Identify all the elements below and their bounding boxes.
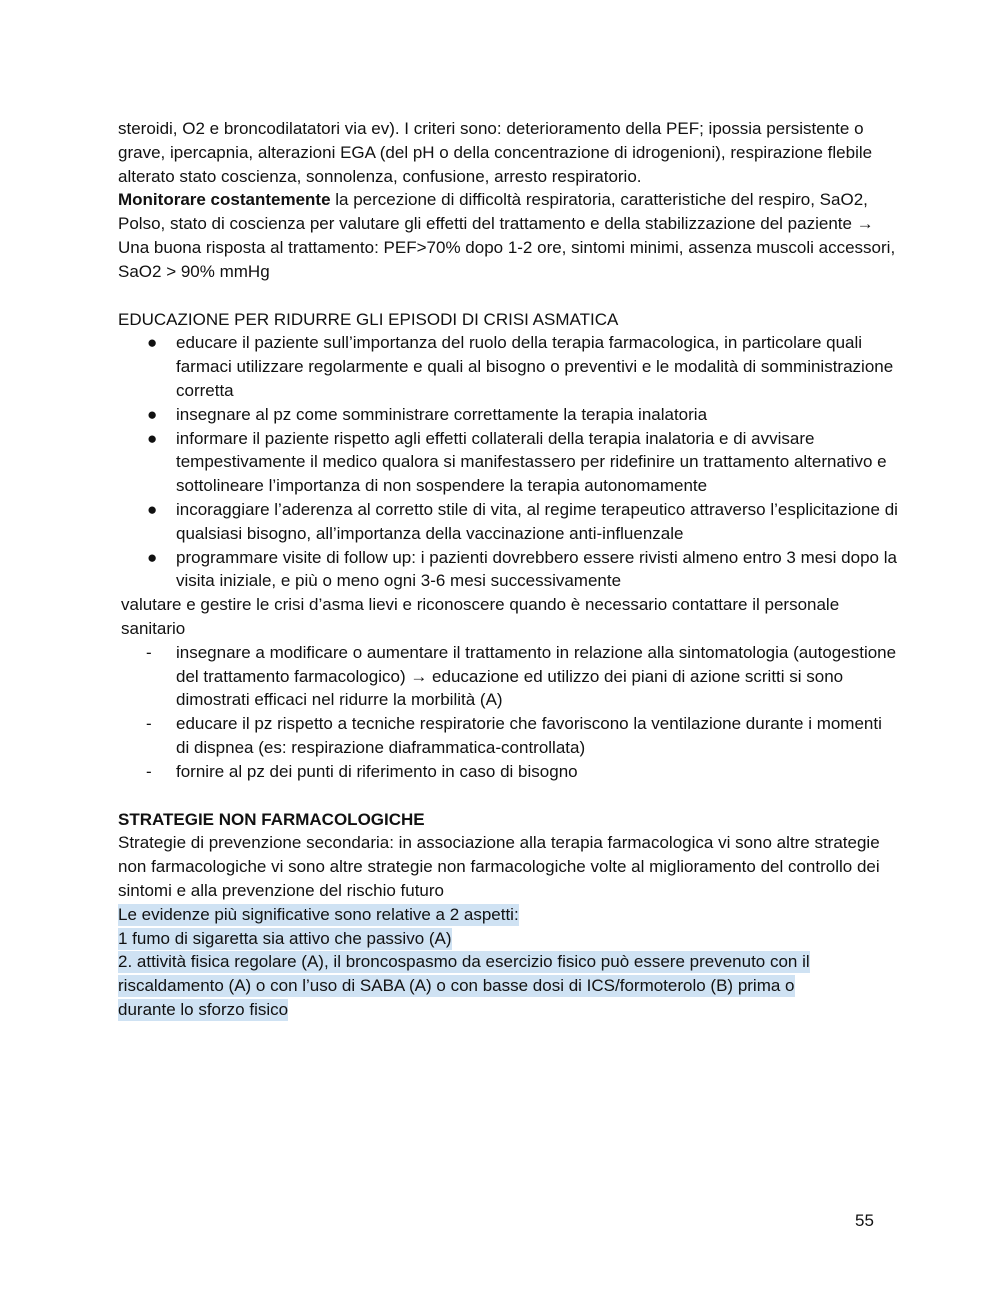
list-item-text: informare il paziente rispetto agli effetti collaterali della terapia inalatoria e di avvisare tempestivamente il medico qualora si manifestassero per ridefinire un trattamento alternativo e sottolineare l’importanza di non sospendere la terapia autonomamente [176,428,887,496]
document-body [118,117,898,1022]
bullet-icon: ● [147,333,158,353]
strategies-heading: STRATEGIE NON FARMACOLOGICHE [118,809,425,829]
spacer [118,784,898,808]
list-item [118,498,898,546]
bullet-icon: ● [147,404,158,424]
crisis-management-line: valutare e gestire le crisi d’asma lievi e riconoscere quando è necessario contattare il personale sanitario [121,595,840,638]
highlighted-line [118,927,898,951]
list-item-text: insegnare a modificare o aumentare il trattamento in relazione alla sintomatologia (autogestione del trattamento farmacologico) → educazione ed utilizzo dei piani di azione scritti si sono dimostrati efficaci nel ridurre la morbilità (A) [176,642,897,710]
bullet-icon: ● [147,499,158,519]
highlight-text: riscaldamento (A) o con l’uso di SABA (A) o con basse dosi di ICS/formoterolo (B) prima o [118,976,795,996]
bullet-icon: ● [147,547,158,567]
highlight-text: 1 fumo di sigaretta sia attivo che passivo (A) [118,928,452,948]
monitoring-bold-lead: Monitorare costantemente [118,190,331,210]
list-item-text: programmare visite di follow up: i pazienti dovrebbero essere rivisti almeno entro 3 mesi dopo la visita iniziale, e più o meno ogni 3-6 mesi successivamente [176,547,897,591]
highlighted-line [118,903,898,927]
highlighted-line [118,974,898,998]
list-item-text: incoraggiare l’aderenza al corretto stile di vita, al regime terapeutico attraverso l’esplicitazione di qualsiasi bisogno, all’importanza della vaccinazione anti-influenzale [176,499,898,543]
list-item [118,760,898,784]
list-item-text: insegnare al pz come somministrare correttamente la terapia inalatoria [176,404,708,424]
intro-paragraph-criteria: steroidi, O2 e broncodilatatori via ev). I criteri sono: deterioramento della PEF; ipossia persistente o grave, ipercapnia, alterazioni EGA (del pH o della concentrazione di idrogenioni), respirazione flebile alterato stato coscienza, sonnolenza, confusione, arresto respiratorio. [118,119,873,186]
list-item-text: fornire al pz dei punti di riferimento in caso di bisogno [176,761,578,781]
list-item-text: educare il pz rispetto a tecniche respiratorie che favoriscono la ventilazione durante i momenti di dispnea (es: respirazione diaframmatica-controllata) [176,714,882,757]
monitoring-text: la percezione di difficoltà respiratoria, caratteristiche del respiro, SaO2, Polso, stato di coscienza per valutare gli effetti del trattamento e della stabilizzazione del paziente → Una buona risposta al trattamento: PEF>70% dopo 1-2 ore, sintomi minimi, assenza muscoli accessori, SaO2 > 90% mmHg [118,190,896,281]
list-item [118,712,898,760]
highlight-text: 2. attività fisica regolare (A), il broncospasmo da esercizio fisico può essere prevenuto con il [118,952,810,972]
highlight-text: durante lo sforzo fisico [118,999,289,1019]
list-item [118,403,898,427]
list-item [118,641,898,712]
education-bullet-list [118,331,898,593]
bullet-icon: ● [147,428,158,448]
highlighted-line [118,950,898,974]
dash-icon: - [146,642,152,662]
strategies-paragraph: Strategie di prevenzione secondaria: in associazione alla terapia farmacologica vi sono altre strategie non farmacologiche vi sono altre strategie non farmacologiche volte al miglioramento del controllo dei sintomi e alla prevenzione del rischio futuro [118,833,880,900]
dash-icon: - [146,714,152,734]
highlighted-line [118,998,898,1022]
spacer [118,284,898,308]
page-number: 55 [855,1211,874,1230]
list-item [118,427,898,498]
education-dash-list [118,641,898,784]
education-heading: EDUCAZIONE PER RIDURRE GLI EPISODI DI CRISI ASMATICA [118,309,619,329]
list-item-text: educare il paziente sull’importanza del ruolo della terapia farmacologica, in particolare quali farmaci utilizzare regolarmente e quali al bisogno o preventivi e le modalità di somministrazione corretta [176,333,894,400]
list-item [118,331,898,402]
list-item [118,546,898,594]
intro-paragraph-monitoring [118,188,898,283]
highlight-text: Le evidenze più significative sono relative a 2 aspetti: [118,904,519,924]
dash-icon: - [146,761,152,781]
